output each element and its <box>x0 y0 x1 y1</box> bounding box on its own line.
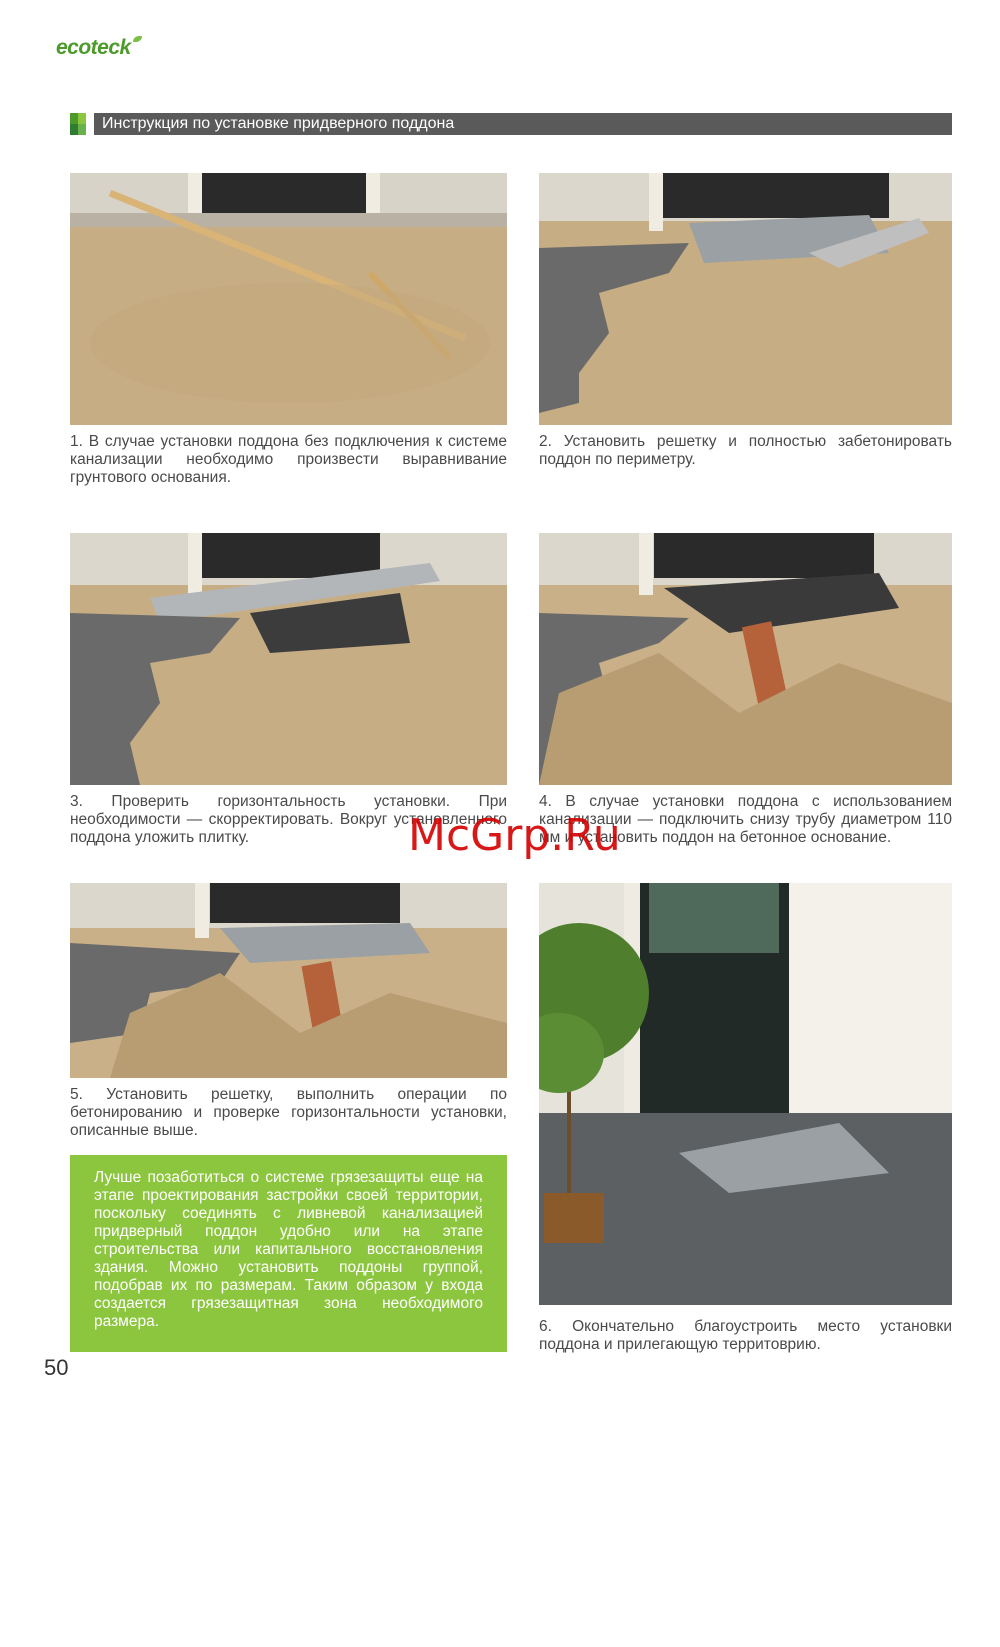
header-squares-icon <box>70 113 86 135</box>
logo-text: ecoteck <box>56 36 131 59</box>
step-1-caption: 1. В случае установки поддона без подключения к системе канализации необходимо произвести выравнивание грунтового основания. <box>70 433 507 486</box>
leaf-icon <box>133 36 142 42</box>
step-3-caption: 3. Проверить горизонтальность установки. При необходимости — скорректировать. Вокруг установленного поддона уложить плитку. <box>70 793 507 846</box>
watermark: McGrp.Ru <box>408 810 621 861</box>
section-title: Инструкция по установке придверного поддона <box>94 113 952 135</box>
brand-logo <box>56 36 140 60</box>
step-4-caption: 4. В случае установки поддона с использованием канализации — подключить снизу трубу диаметром 110 мм и установить поддон на бетонное основание. <box>539 793 952 846</box>
step-6-photo <box>539 883 952 1305</box>
step-3-photo <box>70 533 507 785</box>
step-6-caption: 6. Окончательно благоустроить место установки поддона и прилегающую территоврию. <box>539 1318 952 1353</box>
step-5-caption: 5. Установить решетку, выполнить операции по бетонированию и проверке горизонтальности установки, описанные выше. <box>70 1086 507 1139</box>
page-number: 50 <box>44 1355 69 1380</box>
step-4-photo <box>539 533 952 785</box>
step-5-photo <box>70 883 507 1078</box>
step-2-caption: 2. Установить решетку и полностью забетонировать поддон по периметру. <box>539 433 952 468</box>
step-2-photo <box>539 173 952 425</box>
step-1-photo <box>70 173 507 425</box>
info-note-box: Лучше позаботиться о системе грязезащиты еще на этапе проектирования застройки своей территории, поскольку соединять с ливневой канализацией придверный поддон удобно или на этапе строительства или капитального восстановления здания. Можно установить поддоны группой, подобрав их по размерам. Таким образом у входа создается грязезащитная зона необходимого размера. <box>70 1155 507 1352</box>
